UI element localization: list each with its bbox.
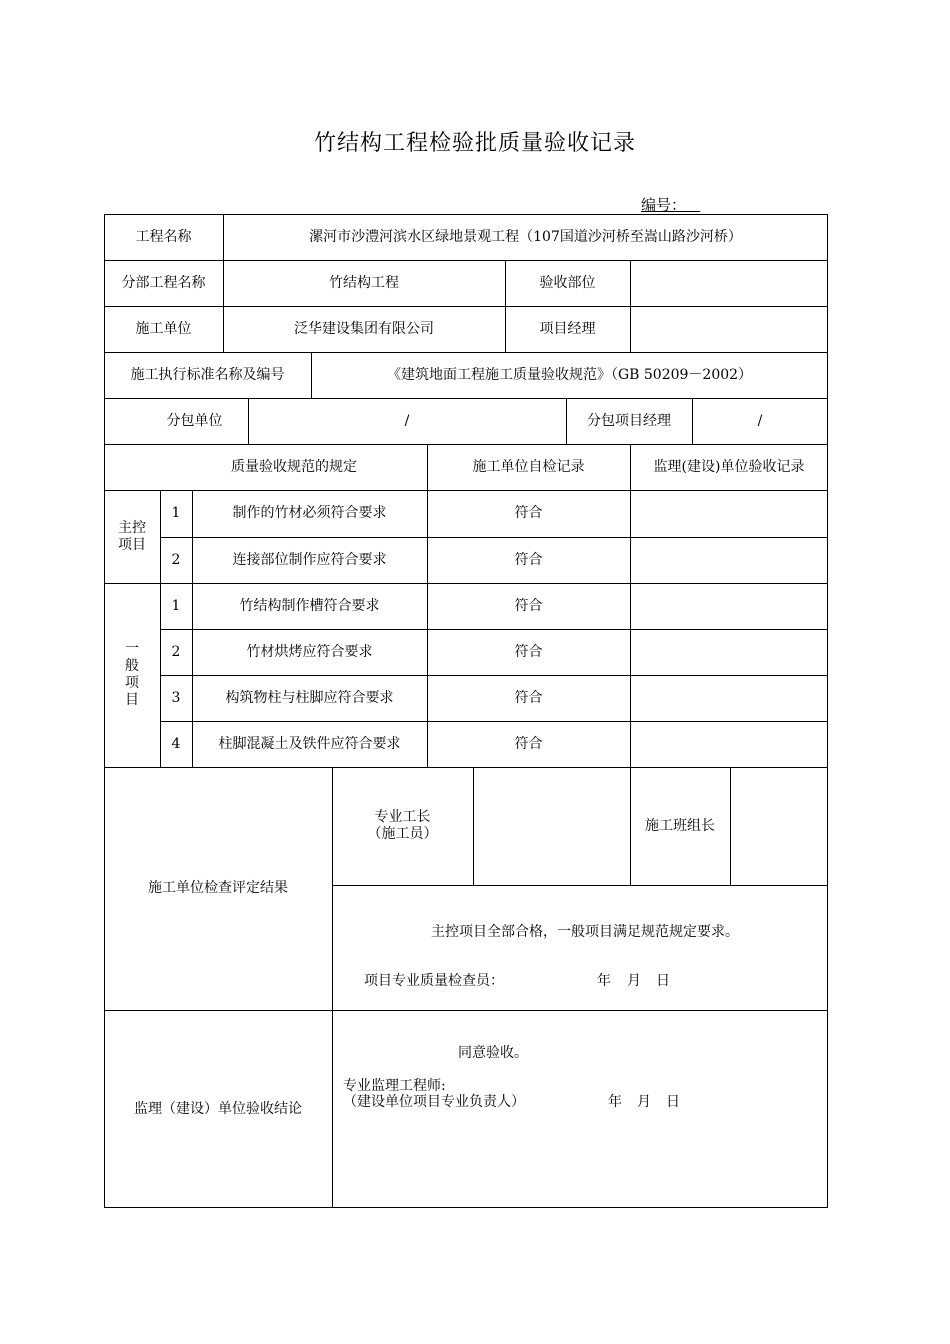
item-supervision bbox=[630, 629, 828, 675]
item-requirement: 竹材烘烤应符合要求 bbox=[246, 643, 373, 660]
contractor-label: 施工单位 bbox=[135, 320, 192, 337]
item-requirement: 制作的竹材必须符合要求 bbox=[232, 505, 387, 521]
subcontractor-value: / bbox=[404, 412, 410, 429]
sub-manager-label: 分包项目经理 bbox=[587, 412, 671, 429]
item-number: 1 bbox=[171, 597, 181, 614]
item-requirement: 连接部位制作应符合要求 bbox=[232, 551, 387, 568]
project-name-label: 工程名称 bbox=[135, 228, 192, 245]
item-number: 1 bbox=[171, 505, 181, 521]
supervision-conclusion-text: 同意验收。 bbox=[458, 1045, 528, 1061]
self-check-header: 施工单位自检记录 bbox=[472, 458, 585, 475]
item-result: 符合 bbox=[514, 505, 543, 521]
row-divider bbox=[332, 885, 828, 886]
item-result: 符合 bbox=[514, 689, 543, 706]
item-result: 符合 bbox=[514, 597, 543, 614]
item-supervision bbox=[630, 583, 828, 629]
owner-representative-label: （建设单位项目专业负责人） bbox=[343, 1094, 525, 1110]
inspection-date-day: 日 bbox=[656, 973, 670, 989]
sub-manager-value: / bbox=[757, 412, 763, 429]
item-requirement: 柱脚混凝土及铁件应符合要求 bbox=[218, 735, 401, 752]
inspection-date-month: 月 bbox=[627, 973, 641, 989]
foreman-label: 专业工长 （施工员） bbox=[367, 809, 438, 842]
team-leader-value bbox=[730, 767, 828, 885]
contractor-value: 泛华建设集团有限公司 bbox=[294, 320, 434, 337]
supervision-header: 监理(建设)单位验收记录 bbox=[653, 458, 805, 475]
main-control-label: 主控 项目 bbox=[118, 519, 146, 553]
supervision-date-day: 日 bbox=[666, 1094, 680, 1110]
sub-project-value: 竹结构工程 bbox=[329, 274, 399, 291]
item-supervision bbox=[630, 721, 828, 767]
supervision-engineer-label: 专业监理工程师: bbox=[343, 1078, 446, 1094]
supervision-date-year: 年 bbox=[608, 1094, 622, 1110]
supervision-conclusion-label: 监理（建设）单位验收结论 bbox=[134, 1100, 302, 1117]
inspection-date-year: 年 bbox=[597, 973, 611, 989]
item-supervision bbox=[630, 675, 828, 721]
spec-header: 质量验收规范的规定 bbox=[231, 458, 357, 475]
item-number: 2 bbox=[171, 551, 181, 568]
item-number: 2 bbox=[171, 643, 181, 660]
item-supervision bbox=[630, 537, 828, 583]
item-requirement: 构筑物柱与柱脚应符合要求 bbox=[225, 689, 394, 706]
item-result: 符合 bbox=[514, 735, 543, 752]
subcontractor-label: 分包单位 bbox=[166, 412, 223, 429]
foreman-value bbox=[473, 767, 630, 885]
item-result: 符合 bbox=[514, 643, 543, 660]
acceptance-part-label: 验收部位 bbox=[539, 274, 596, 291]
inspection-conclusion: 主控项目全部合格，一般项目满足规范规定要求。 bbox=[431, 924, 739, 940]
page-title: 竹结构工程检验批质量验收记录 bbox=[313, 131, 636, 156]
doc-number-label: 编号： bbox=[641, 196, 687, 214]
standard-label: 施工执行标准名称及编号 bbox=[130, 366, 285, 383]
standard-value: 《建筑地面工程施工质量验收规范》（GB 50209－2002） bbox=[386, 366, 753, 383]
supervision-date-month: 月 bbox=[637, 1094, 651, 1110]
item-requirement: 竹结构制作槽符合要求 bbox=[239, 597, 380, 614]
sub-project-label: 分部工程名称 bbox=[121, 274, 206, 291]
project-name-value: 漯河市沙澧河滨水区绿地景观工程（107国道沙河桥至嵩山路沙河桥） bbox=[309, 228, 742, 245]
inspector-label: 项目专业质量检查员： bbox=[364, 973, 504, 989]
item-supervision bbox=[630, 490, 828, 537]
item-result: 符合 bbox=[514, 551, 543, 568]
team-leader-label: 施工班组长 bbox=[645, 817, 715, 834]
general-items-label: 一 般 项 目 bbox=[125, 641, 139, 708]
project-manager-value bbox=[630, 306, 828, 352]
acceptance-part-value bbox=[630, 260, 828, 306]
inspection-result-label: 施工单位检查评定结果 bbox=[148, 880, 288, 896]
item-number: 3 bbox=[171, 689, 181, 706]
item-number: 4 bbox=[171, 735, 181, 752]
project-manager-label: 项目经理 bbox=[539, 320, 596, 337]
